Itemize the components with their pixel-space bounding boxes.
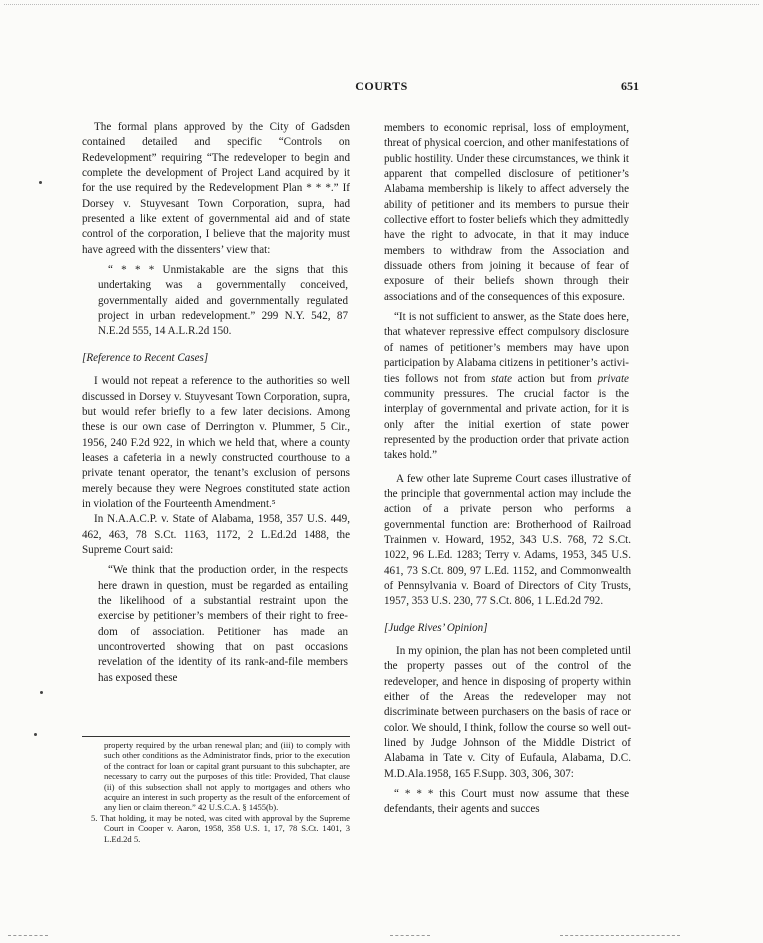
emphasis-private: private [597,372,629,385]
scan-mark [560,935,680,937]
block-quote: “ * * * Unmistakable are the signs that this undertaking was a governmentally conceived, governmentally aided and governmentally regulated project in urban redevelopment.” 299 N.Y. 542, 87 N.E.2d 555, 14 A.L.R.2d 150. [98,264,348,338]
paragraph: I would not repeat a reference to the authorities so well discussed in Dorsey v. Stuyvesant Town Corporation, supra, but would refer briefly to a few later decisions. Among these is our own case of Derrington v. Plummer, 5 Cir., 1956, 240 F.2d 922, in which we held that, where a county leases a cafeteria in a newly constructed courthouse to a private tenant operator, the tenant’s exclusion of persons merely because they were Negroes constituted state action in violation of the Fourteenth Amendment.⁵ [82,375,350,510]
paragraph: A few other late Supreme Court cases illustrative of the principle that governmental action may include the action of a private person who performs a governmental function are: Brotherhood of Railroad Trainmen v. Howard, 1952, 343 U.S. 768, 72 S.Ct. 1022, 96 L.Ed. 1283; Terry v. Adams, 1953, 345 U.S. 461, 73 S.Ct. 809, 97 L.Ed. 1152, and Commonwealth of Pennsylvania v. Board of Directors of City Trusts, 1957, 353 U.S. 230, 77 S.Ct. 806, 1 L.Ed.2d 792. [384,472,631,608]
right-column [384,121,631,818]
block-quote: “We think that the production order, in the respects here drawn in question, must be regarded as entailing the likelihood of a substantial restraint upon the exercise by petitioner’s members of their right to freedom of association. Petitioner has made an uncontroverted showing that on past occasions revelation of the identity of its rank-and-file members has exposed these [98,564,348,684]
running-header-title: COURTS [355,79,408,93]
section-heading: [Reference to Recent Cases] [82,351,209,364]
scan-speck [39,181,42,184]
footnote-continued: property required by the urban renewal plan; and (iii) to comply with such other conditions as the Administrator finds, prior to the execution of the contract for loan or capital grant pursuant to this subchapter, are necessary to carry out the purposes of this title: Provided, That clause (ii) of this subsection shall not apply to mortgages and others who acquire an interest in such property as the result of the enforcement of any lien or claim thereon.” 42 U.S.C.A. § 1455(b). [104,740,350,813]
scan-mark [8,935,48,937]
page-edge-dots [4,4,759,5]
scan-mark [390,935,430,937]
quote-text: community pressures. The crucial factor is the interplay of governmental and private action, for it is only after the initial exertion of state power represented by the production order that private action takes hold.” [384,387,629,462]
scan-speck [40,691,43,694]
left-column [82,120,350,686]
block-quote-continued: members to economic reprisal, loss of employment, threat of physical coercion, and other manifestations of public hostility. Under these circumstances, we think it apparent that compelled disclosure of petitioner’s Alabama membership is likely to affect adversely the ability of petitioner and its members to pursue their collective effort to foster beliefs which they admittedly have the right to advocate, in that it may induce members to withdraw from the Association and dissuade others from joining it because of fear of exposure of their beliefs shown through their associations and of the consequences of this exposure. [384,122,629,303]
block-quote [384,310,629,463]
quote-text: action but from [512,372,598,385]
page-number: 651 [621,79,639,93]
emphasis-state: state [491,372,513,385]
footnote-5: 5. That holding, it may be noted, was cited with approval by the Supreme Court in Cooper v. Aaron, 1958, 358 U.S. 1, 17, 78 S.Ct. 1401, 3 L.Ed.2d 5. [91,812,350,844]
paragraph: In N.A.A.C.P. v. State of Alabama, 1958, 357 U.S. 449, 462, 463, 78 S.Ct. 1163, 1172, 2 L.Ed.2d 1488, the Supreme Court said: [82,513,350,556]
block-quote: “ * * * this Court must now assume that these defendants, their agents and succes [384,788,629,816]
footnotes [82,736,350,844]
section-heading: [Judge Rives’ Opinion] [384,621,488,634]
paragraph: In my opinion, the plan has not been completed until the property passes out of the control of the redeveloper, and hence in disposing of property within either of the Areas the redeveloper may not discriminate between purchasers on the basis of race or color. We should, I think, follow the course so well outlined by Judge Johnson of the Middle District of Alabama in Tate v. City of Eufaula, Alabama, D.C. M.D.Ala.1958, 165 F.Supp. 303, 306, 307: [384,645,631,780]
paragraph: The formal plans approved by the City of Gadsden contained detailed and specific “Controls on Redevelopment” requiring “The redeveloper to begin and complete the development of Project Land acquired by it for the use required by the Redevelopment Plan * * *.” If Dorsey v. Stuyvesant Town Corporation, supra, had presented a like extent of governmental aid and of state control of the corporation, I believe that the majority must have agreed with the dissenters’ view that: [82,121,350,256]
scan-speck [34,733,37,736]
quote-text: “It is not sufficient to answer, as the State does here, that whatever repressive effect compulsory disclosure of names of petitioner’s members may have upon participation by Alabama citizens in petitioner’s activities follows not from [384,311,629,385]
